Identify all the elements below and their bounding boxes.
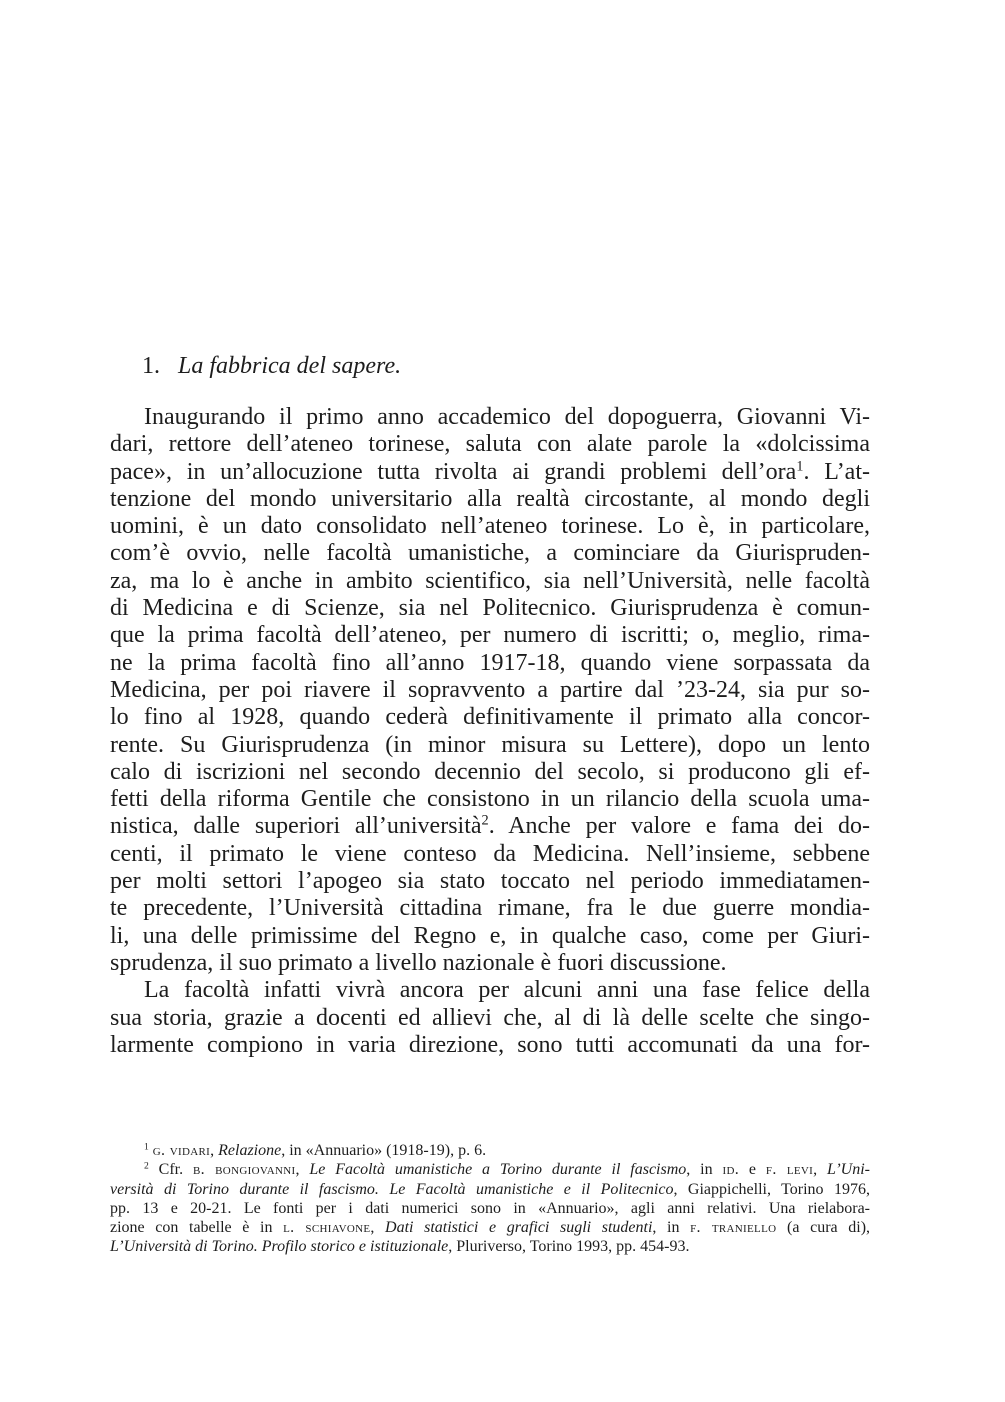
- body-line: [110, 759, 870, 786]
- text-run: ,: [813, 1161, 828, 1179]
- footnote-line: [110, 1160, 870, 1179]
- body-line: [110, 622, 870, 649]
- text-run: per molti settori l’apogeo sia stato toccato nel periodo immediatamen-: [110, 868, 870, 895]
- text-run: tenzione del mondo universitario alla realtà circostante, al mondo degli: [110, 485, 870, 512]
- footnote-line: [110, 1180, 870, 1199]
- body-line: [110, 813, 870, 840]
- text-run: fetti della riforma Gentile che consistono in un rilancio della scuola uma-: [110, 786, 870, 813]
- text-run: Relazione: [218, 1142, 282, 1159]
- text-run: ne la prima facoltà fino all’anno 1917-18, quando viene sorpassata da: [110, 649, 870, 676]
- body-line: [110, 950, 870, 977]
- body-text: [110, 404, 870, 1059]
- text-run: Cfr.: [148, 1161, 193, 1179]
- text-run: lo fino al 1928, quando cederà definitivamente il primato alla concor-: [110, 704, 870, 731]
- text-run: pp. 13 e 20-21. Le fonti per i dati numerici sono in «Annuario», agli anni relativi. Una rielabora-: [110, 1199, 870, 1217]
- body-line: [110, 431, 870, 458]
- text-run: nistica, dalle superiori all’università: [110, 813, 482, 840]
- text-run: La facoltà infatti vivrà ancora per alcuni anni una fase felice della: [144, 977, 870, 1004]
- body-line: [110, 513, 870, 540]
- text-run: dari, rettore dell’ateneo torinese, saluta con alate parole la «dolcissima: [110, 431, 870, 458]
- text-run: za, ma lo è anche in ambito scientifico, sia nell’Università, nelle facoltà: [110, 567, 870, 594]
- body-line: [110, 677, 870, 704]
- footnote-line: [110, 1141, 870, 1160]
- footnote-marker: 2: [144, 1160, 149, 1172]
- body-line: [110, 1032, 870, 1059]
- body-line: [110, 786, 870, 813]
- body-line: [110, 1005, 870, 1032]
- text-run: . Anche per valore e fama dei do-: [488, 813, 870, 840]
- body-line: [110, 732, 870, 759]
- text-run: sua storia, grazie a docenti ed allievi che, al di là delle scelte che singo-: [110, 1004, 870, 1031]
- body-line: [110, 923, 870, 950]
- text-run: versità di Torino durante il fascismo. Le Facoltà umanistiche e il Politecnico: [110, 1180, 674, 1198]
- body-line: [110, 704, 870, 731]
- text-run: g. vidari: [152, 1142, 211, 1159]
- section-title: La fabbrica del sapere.: [178, 353, 402, 379]
- footnote-line: [110, 1218, 870, 1237]
- body-line: [110, 650, 870, 677]
- text-run: di Medicina e di Scienze, sia nel Politecnico. Giurisprudenza è comun-: [110, 595, 870, 622]
- text-run: larmente compiono in varia direzione, sono tutti accomunati da una for-: [110, 1031, 870, 1058]
- text-run: sprudenza, il suo primato a livello nazionale è fuori discussione.: [110, 949, 727, 976]
- text-run: rente. Su Giurisprudenza (in minor misura su Lettere), dopo un lento: [110, 731, 870, 758]
- text-run: Inaugurando il primo anno accademico del dopoguerra, Giovanni Vi-: [144, 404, 870, 430]
- text-run: , in «Annuario» (1918-19), p. 6.: [281, 1142, 487, 1159]
- footnote-marker: 1: [796, 457, 804, 474]
- text-run: zione con tabelle è in: [110, 1219, 284, 1237]
- text-run: e: [739, 1161, 766, 1179]
- text-run: com’è ovvio, nelle facoltà umanistiche, a cominciare da Giurispruden-: [110, 540, 870, 567]
- body-line: [110, 977, 870, 1004]
- text-run: pace», in un’allocuzione tutta rivolta ai grandi problemi dell’ora: [110, 458, 797, 485]
- text-run: , Pluriverso, Torino 1993, pp. 454-93.: [448, 1238, 690, 1256]
- text-run: Dati statistici e grafici sugli studenti: [385, 1219, 653, 1237]
- text-run: id.: [722, 1161, 740, 1179]
- text-run: , in: [686, 1161, 723, 1179]
- body-line: [110, 841, 870, 868]
- body-line: [110, 540, 870, 567]
- text-run: que la prima facoltà dell’ateneo, per numero di iscritti; o, meglio, rima-: [110, 622, 870, 649]
- text-run: f. traniello: [690, 1219, 777, 1237]
- text-run: . L’at-: [803, 458, 870, 485]
- body-line: [110, 895, 870, 922]
- text-run: calo di iscrizioni nel secondo decennio del secolo, si producono gli ef-: [110, 758, 870, 785]
- text-run: f. levi: [765, 1161, 814, 1179]
- text-run: (a cura di),: [776, 1219, 871, 1237]
- text-run: , in: [652, 1219, 691, 1237]
- text-run: ,: [295, 1161, 310, 1179]
- text-run: uomini, è un dato consolidato nell’ateneo torinese. Lo è, in particolare,: [110, 513, 870, 540]
- footnote-marker: 1: [144, 1141, 149, 1153]
- text-run: te precedente, l’Università cittadina rimane, fra le due guerre mondia-: [110, 895, 870, 922]
- text-run: Medicina, per poi riavere il sopravvento a partire dal ’23-24, sia pur so-: [110, 676, 870, 703]
- text-run: l. schiavone: [283, 1219, 371, 1237]
- text-run: , Giappichelli, Torino 1976,: [673, 1180, 870, 1198]
- footnote-marker: 2: [481, 812, 489, 829]
- footnote-line: [110, 1237, 870, 1256]
- section-number: 1.: [142, 353, 160, 379]
- body-line: [110, 459, 870, 486]
- body-line: [110, 595, 870, 622]
- footnotes: [110, 1141, 870, 1257]
- text-run: L’Uni-: [827, 1161, 871, 1179]
- body-line: [110, 486, 870, 513]
- text-run: centi, il primato le viene conteso da Medicina. Nell’insieme, sebbene: [110, 840, 870, 867]
- footnote-line: [110, 1199, 870, 1218]
- text-run: li, una delle primissime del Regno e, in qualche caso, come per Giuri-: [110, 922, 870, 949]
- section-heading: [142, 350, 401, 382]
- text-run: ,: [210, 1142, 219, 1159]
- text-run: ,: [370, 1219, 386, 1237]
- text-run: Le Facoltà umanistiche a Torino durante il fascismo: [309, 1161, 687, 1179]
- body-line: [110, 568, 870, 595]
- text-run: b. bongiovanni: [192, 1161, 296, 1179]
- text-run: L’Università di Torino. Profilo storico e istituzionale: [110, 1238, 449, 1256]
- body-line: [110, 404, 870, 431]
- body-line: [110, 868, 870, 895]
